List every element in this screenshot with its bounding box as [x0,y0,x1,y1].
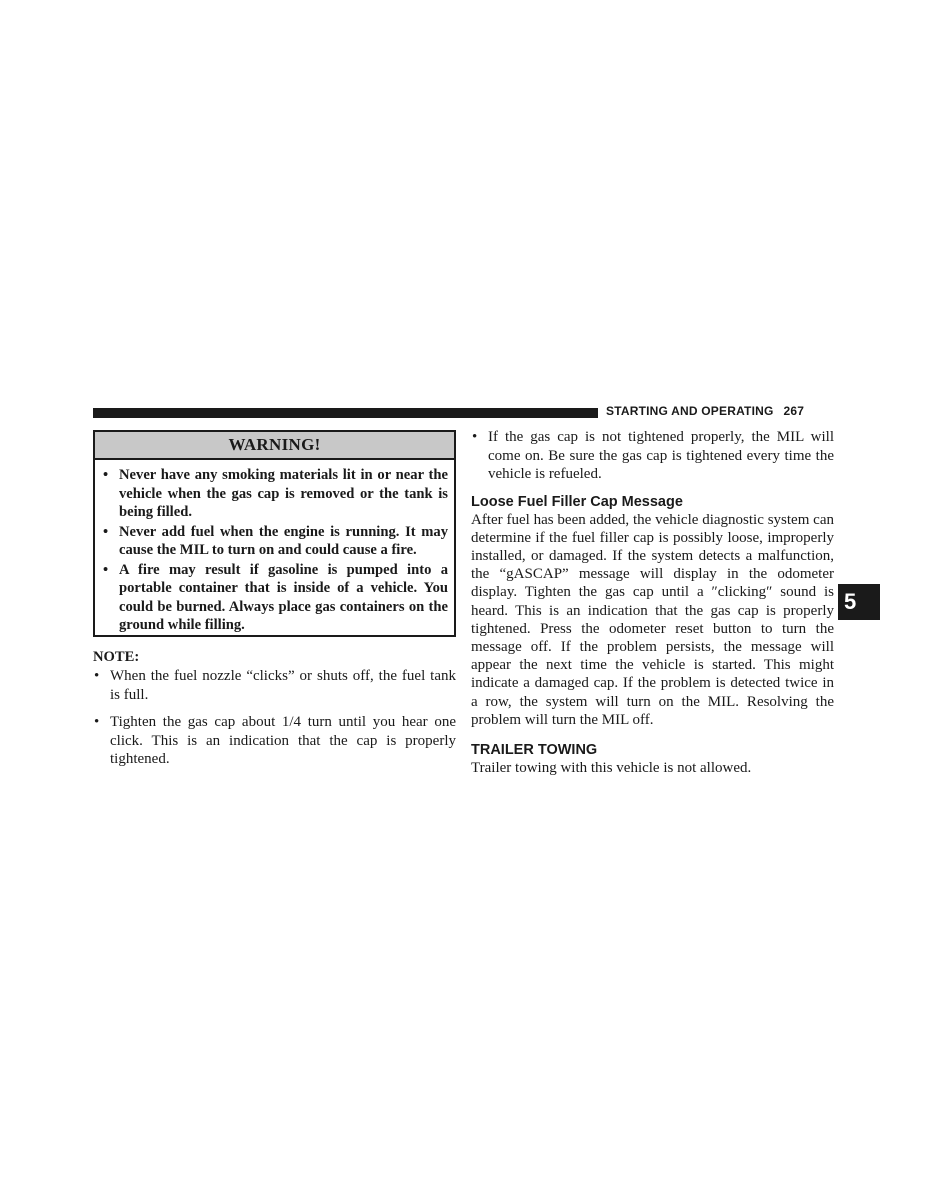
bullet-icon: • [472,429,478,445]
chapter-tab: 5 [838,584,880,620]
trailer-towing-body: Trailer towing with this vehicle is not allowed. [471,759,752,776]
header-rule [93,408,598,418]
warning-item-text: A fire may result if gasoline is pumped into a portable container that is inside of a vehicle. You could be burned. Always place gas containers on the ground while filling. [119,561,448,633]
note-label: NOTE: [93,649,140,665]
warning-box [93,430,456,637]
bullet-icon: • [103,523,109,540]
warning-list [95,460,454,635]
running-header [606,404,804,418]
right-column [471,428,834,777]
warning-item [101,561,448,635]
warning-title: WARNING! [95,432,454,460]
right-bullet-item [471,428,834,484]
right-bullet-text: If the gas cap is not tightened properly, the MIL will come on. Be sure the gas cap is tightened every time the vehicle is refueled. [488,429,834,482]
warning-item [101,466,448,522]
note-item [93,667,456,704]
bullet-icon: • [94,668,100,684]
loose-cap-body: After fuel has been added, the vehicle diagnostic system can determine if the fuel filler cap is possibly loose, improperly installed, or damaged. If the system detects a malfunction, the “gASCAP” message will display in the odometer display. Tighten the gas cap until a ″clicking″ sound is heard. This is an indication that the gas cap is properly tightened. Press the odometer reset button to turn the message off. If the problem persists, the message will appear the next time the vehicle is started. This might indicate a damaged cap. If the problem is detected twice in a row, the system will turn on the MIL. Resolving the problem will turn the MIL off. [471,511,834,728]
right-bullet-list [471,428,834,484]
note-item-text: Tighten the gas cap about 1/4 turn until you hear one click. This is an indication that the cap is properly tightened. [110,714,456,767]
loose-cap-heading: Loose Fuel Filler Cap Message [471,493,683,510]
warning-item-text: Never add fuel when the engine is running. It may cause the MIL to turn on and could cause a fire. [119,523,448,558]
bullet-icon: • [103,561,109,578]
page-number: 267 [783,404,805,418]
trailer-towing-heading: TRAILER TOWING [471,741,598,758]
note-item [93,713,456,769]
warning-item [101,523,448,560]
note-item-text: When the fuel nozzle “clicks” or shuts off, the fuel tank is full. [110,668,456,703]
warning-item-text: Never have any smoking materials lit in or near the vehicle when the gas cap is removed or the tank is being filled. [119,467,448,520]
section-title: STARTING AND OPERATING [606,404,774,418]
bullet-icon: • [94,714,100,730]
note-list [93,667,456,778]
bullet-icon: • [103,467,109,483]
